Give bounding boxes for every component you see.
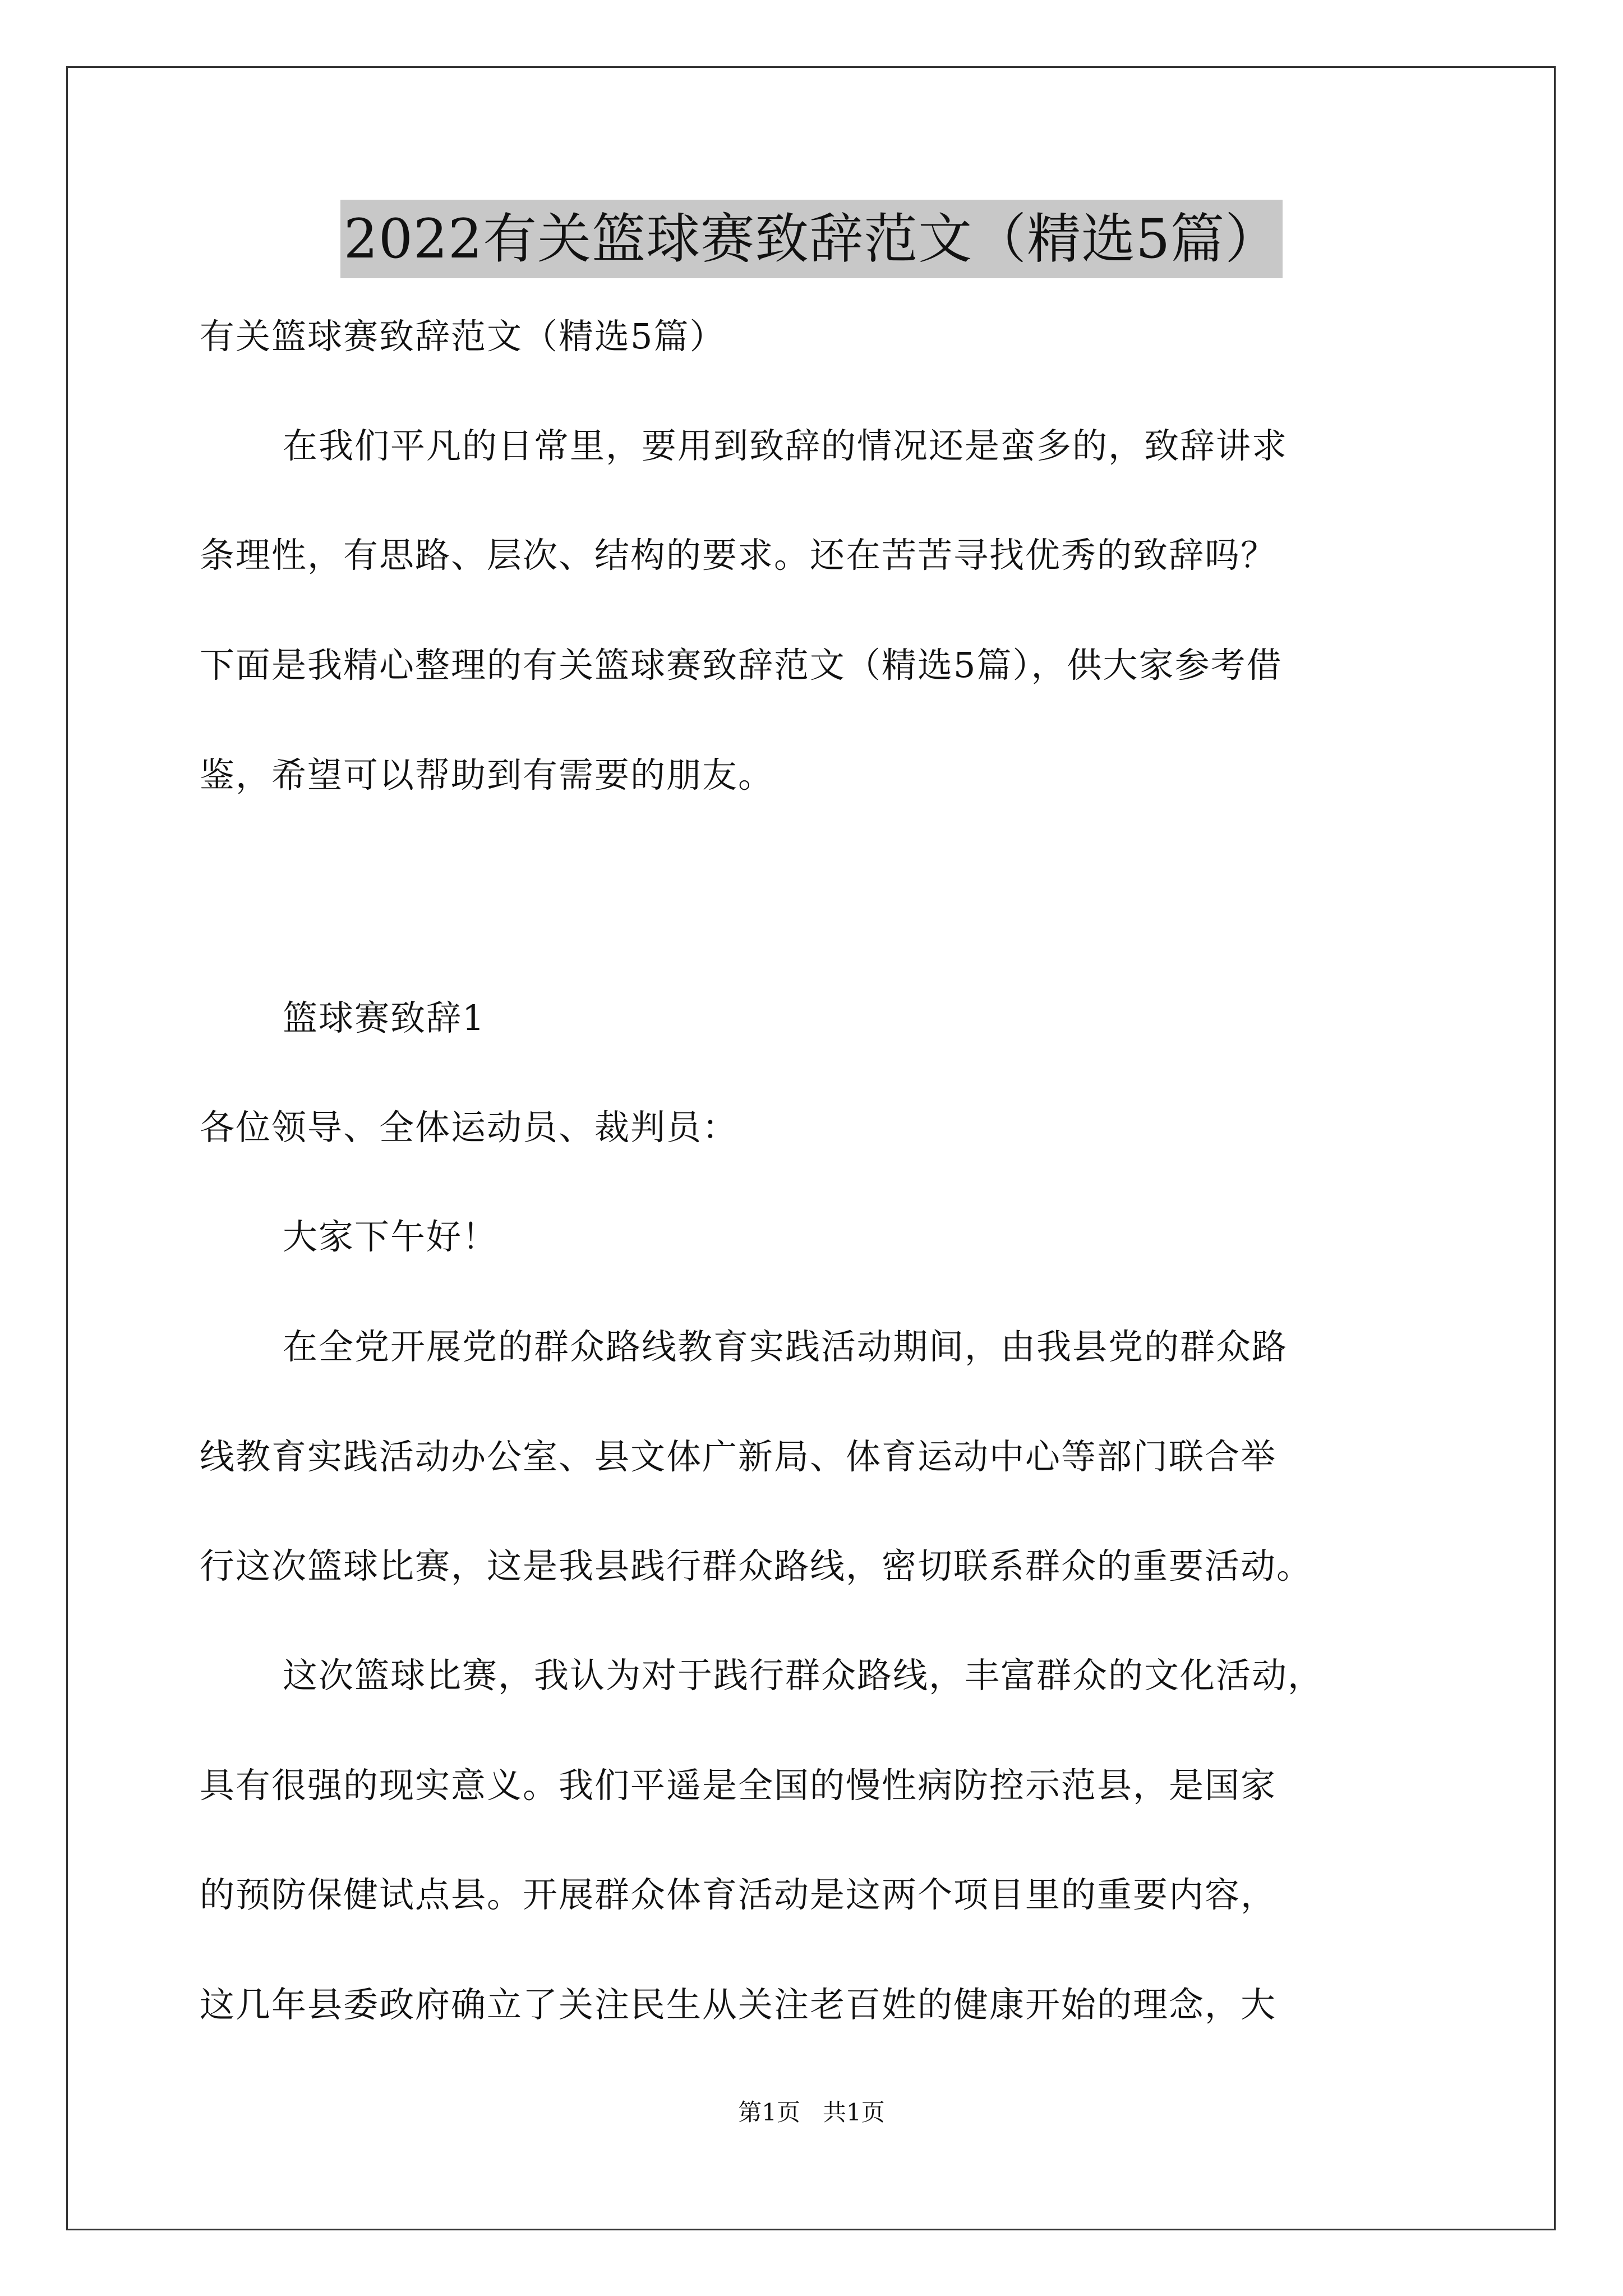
paragraph-line: 在全党开展党的群众路线教育实践活动期间，由我县党的群众路 [283,1326,1288,1367]
subtitle-line: 有关篮球赛致辞范文（精选5篇） [200,316,726,357]
paragraph-line: 这几年县委政府确立了关注民生从关注老百姓的健康开始的理念，大 [200,1984,1277,2025]
page-footer: 第1页 共1页 [738,2099,885,2126]
paragraph-line: 行这次篮球比赛，这是我县践行群众路线，密切联系群众的重要活动。 [200,1545,1313,1586]
title-container [0,200,1623,278]
greeting-line: 大家下午好！ [283,1216,499,1257]
paragraph-line: 鉴，希望可以帮助到有需要的朋友。 [200,754,774,795]
paragraph-line: 线教育实践活动办公室、县文体广新局、体育运动中心等部门联合举 [200,1436,1277,1477]
paragraph-line: 的预防保健试点县。开展群众体育活动是这两个项目里的重要内容， [200,1874,1277,1915]
paragraph-line: 下面是我精心整理的有关篮球赛致辞范文（精选5篇），供大家参考借 [200,645,1283,685]
paragraph-line: 这次篮球比赛，我认为对于践行群众路线，丰富群众的文化活动， [283,1655,1324,1696]
paragraph-line: 条理性，有思路、层次、结构的要求。还在苦苦寻找优秀的致辞吗？ [200,535,1277,576]
salutation-line: 各位领导、全体运动员、裁判员： [200,1107,739,1148]
paragraph-line: 在我们平凡的日常里，要用到致辞的情况还是蛮多的，致辞讲求 [283,425,1288,466]
document-title: 2022有关篮球赛致辞范文（精选5篇） [340,200,1283,278]
paragraph-line: 具有很强的现实意义。我们平遥是全国的慢性病防控示范县，是国家 [200,1765,1277,1806]
section-heading: 篮球赛致辞1 [283,997,486,1038]
